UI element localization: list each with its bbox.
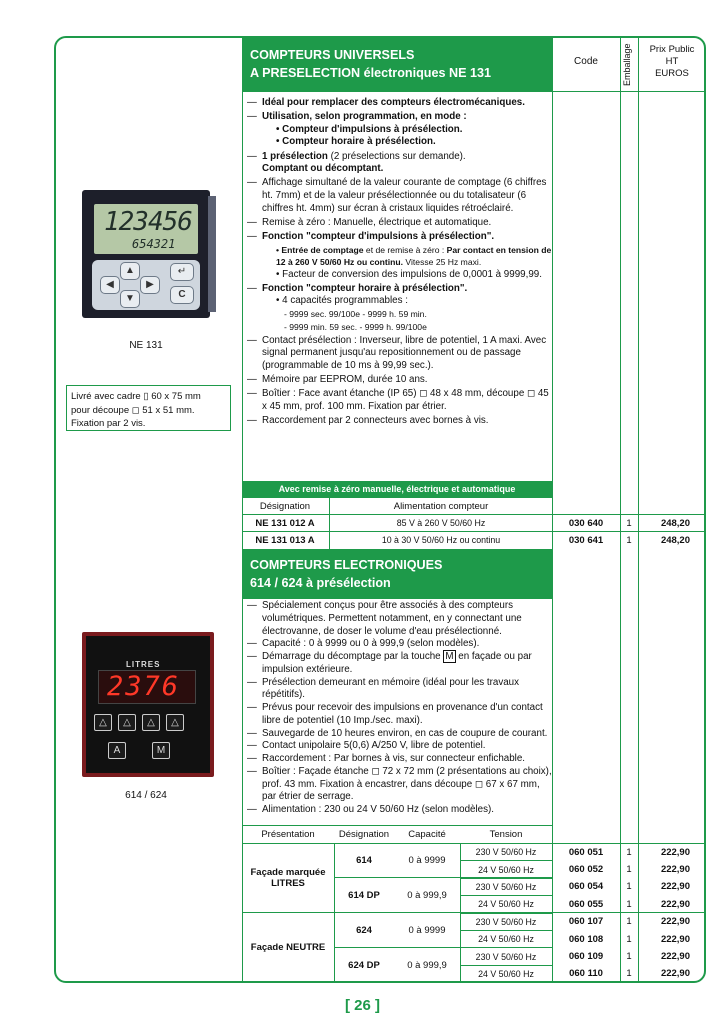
model-614dp: 614 DP — [348, 889, 380, 901]
key-a: A — [108, 742, 126, 759]
presentation-neutre: Façade NEUTRE — [250, 942, 326, 953]
table-cell: 85 V à 260 V 50/60 Hz — [396, 518, 486, 528]
product1-description: — Idéal pour remplacer des compteurs électromécaniques. — Utilisation, selon programmation, en mode : • Compteur d'impulsions à présélection. • Compteur horaire à présélection. — 1 présélection (2 préselections sur demande). Comptant ou décomptant. — Affichage simultané de la valeur courante de comptage (6 chiffres ht. 7mm) et de la valeur présélectionnée ou du totalisateur (6 chiffres ht. 4mm) sur écran à cristaux liquides rétroéclairé. — Remise à zéro : Manuelle, électrique et automatique. — Fonction "compteur d'impulsions à présélection". • Entrée de comptage et de remise à zéro : Par contact en tension de 12 à 260 V 50/60 Hz ou continu. Vitesse 25 Hz maxi. • Facteur de conversion des impulsions de 0,0001 à 9999,99. — Fonction "compteur horaire à présélection". • 4 capacités programmables : - 9999 sec. 99/100e - 9999 h. 59 min. - 9999 min. 59 sec. - 9999 h. 99/100e — Contact présélection : Inverseur, libre de potentiel, 1 A maxi. Avec signal permanent jusqu'au repositionnement ou de passage (programmable de 10 ms à 99,99 sec.). — Mémoire par EEPROM, durée 10 ans. — Boîtier : Face avant étanche (IP 65) ◻ 48 x 48 mm, découpe ◻ 45 x 45 mm, prof. 100 mm. Fixation par étrier. — Raccordement par 2 connecteurs avec bornes à vis. — [247, 97, 552, 429]
table-cell: 222,90 — [660, 881, 690, 893]
column-divider — [620, 37, 621, 983]
table-cell: 24 V 50/60 Hz — [478, 934, 534, 945]
capacity-cell: 0 à 999,9 — [407, 959, 447, 971]
model-624: 624 — [356, 924, 372, 936]
table-cell: 060 051 — [568, 846, 604, 858]
table-cell: 060 055 — [568, 898, 604, 910]
table-row: NE 131 012 A — [255, 517, 315, 529]
table-cell: 1 — [626, 968, 632, 980]
table-header: Alimentation compteur — [393, 500, 489, 512]
led-display: 2376 — [98, 670, 196, 704]
header-rule — [242, 91, 706, 92]
table-cell: 230 V 50/60 Hz — [475, 916, 537, 927]
livre-note: Livré avec cadre ▯ 60 x 75 mm pour découpe ◻ 51 x 51 mm. Fixation par 2 vis. — [66, 385, 231, 431]
capacity-cell: 0 à 9999 — [408, 924, 446, 936]
arrow-up-icon: △ — [118, 714, 136, 731]
table-cell: 1 — [626, 898, 632, 910]
column-divider — [638, 37, 639, 983]
table-header: Désignation — [338, 828, 390, 840]
table-cell: 248,20 — [660, 534, 690, 546]
enter-icon: ↵ — [170, 263, 194, 281]
table-cell: 222,90 — [660, 968, 690, 980]
table-cell: 222,90 — [660, 846, 690, 858]
table-cell: 060 109 — [568, 951, 604, 963]
key-m: M — [152, 742, 170, 759]
product2-caption: 614 / 624 — [125, 790, 167, 801]
table-cell: 222,90 — [660, 898, 690, 910]
table-caption: Avec remise à zéro manuelle, électrique et automatique — [242, 481, 552, 497]
column-header-emballage: Emballage — [622, 43, 632, 86]
table-cell: 230 V 50/60 Hz — [475, 847, 537, 858]
table-cell: 230 V 50/60 Hz — [475, 881, 537, 892]
table-cell: 222,90 — [660, 916, 690, 928]
table-cell: 230 V 50/60 Hz — [475, 951, 537, 962]
table-cell: 1 — [626, 916, 632, 928]
table-cell: 1 — [626, 534, 632, 546]
table-cell: 24 V 50/60 Hz — [478, 968, 534, 979]
table-cell: 1 — [626, 517, 632, 529]
model-624dp: 624 DP — [348, 959, 380, 971]
arrow-down-icon: ▼ — [120, 290, 140, 308]
table-cell: 1 — [626, 864, 632, 876]
table-header: Désignation — [259, 500, 311, 512]
table-header: Tension — [489, 828, 523, 840]
table-cell: 060 108 — [568, 933, 604, 945]
arrow-left-icon: ◀ — [100, 276, 120, 294]
model-614: 614 — [356, 854, 372, 866]
table-header: Présentation — [261, 828, 315, 840]
section-title: COMPTEURS UNIVERSELS A PRESELECTION électroniques NE 131 — [250, 48, 491, 80]
table-cell: 24 V 50/60 Hz — [478, 864, 534, 875]
table-cell: 030 640 — [568, 517, 604, 529]
table-header: Capacité — [408, 828, 446, 840]
table-cell: 222,90 — [660, 951, 690, 963]
table-cell: 222,90 — [660, 933, 690, 945]
column-header-prix: Prix Public HT EUROS — [649, 44, 695, 79]
table-cell: 10 à 30 V 50/60 Hz ou continu — [381, 535, 501, 545]
table-cell: 060 054 — [568, 881, 604, 893]
table-cell: 060 110 — [569, 968, 603, 980]
table-cell: 1 — [626, 933, 632, 945]
device-label: LITRES — [126, 660, 161, 669]
614-624-device-image — [82, 632, 214, 777]
keypad — [92, 260, 200, 310]
table-row: NE 131 013 A — [255, 534, 315, 546]
lcd-display — [94, 204, 198, 254]
column-divider — [552, 37, 553, 983]
table-cell: 060 107 — [568, 916, 604, 928]
presentation-litres: Façade marquée LITRES — [250, 866, 326, 889]
column-header-code: Code — [574, 56, 598, 67]
capacity-cell: 0 à 999,9 — [407, 889, 447, 901]
table-cell: 248,20 — [660, 517, 690, 529]
capacity-cell: 0 à 9999 — [408, 854, 446, 866]
table-cell: 1 — [626, 846, 632, 858]
lcd-secondary-value: 654321 — [132, 237, 176, 251]
ne131-device-image — [82, 190, 210, 318]
product1-caption: NE 131 — [129, 340, 163, 351]
product2-description: — Spécialement conçus pour être associés à des compteurs volumétriques. Permettent notamment, en y connectant une électrovanne, de doser le volume d'eau présélectionné. — Capacité : 0 à 9999 ou 0 à 999,9 (selon modèles). — Démarrage du décomptage par la touche M en façade ou par impulsion extérieure. — Présélection demeurant en mémoire (idéal pour les travaux répétitifs). — Prévus pour recevoir des impulsions en provenance d'un contact libre de potentiel (10 Imp./sec. maxi). — Sauvegarde de 10 heures environ, en cas de coupure de courant. — Contact unipolaire 5(0,6) A/250 V, libre de potentiel. — Raccordement : Par bornes à vis, sur connecteur enfichable. — Boîtier : Façade étanche ◻ 72 x 72 mm (2 présentations au choix), prof. 43 mm. Fixation à encastrer, dans découpe ◻ 67 x 67 mm, par étrier de serrage. — Alimentation : 230 ou 24 V 50/60 Hz (selon modèles). — [247, 600, 552, 817]
table-cell: 1 — [626, 881, 632, 893]
lcd-main-value: 123456 — [104, 207, 192, 237]
table-cell: 060 052 — [568, 864, 604, 876]
arrow-up-icon: △ — [94, 714, 112, 731]
arrow-up-icon: ▲ — [120, 262, 140, 280]
table-cell: 030 641 — [568, 534, 604, 546]
table-cell: 1 — [626, 951, 632, 963]
section2-title: COMPTEURS ELECTRONIQUES 614 / 624 à présélection — [250, 558, 443, 590]
arrow-up-icon: △ — [142, 714, 160, 731]
arrow-up-icon: △ — [166, 714, 184, 731]
arrow-right-icon: ▶ — [140, 276, 160, 294]
table-cell: 24 V 50/60 Hz — [478, 899, 534, 910]
table-cell: 222,90 — [660, 864, 690, 876]
page-number: [ 26 ] — [344, 997, 380, 1014]
clear-key-icon: C — [170, 286, 194, 304]
